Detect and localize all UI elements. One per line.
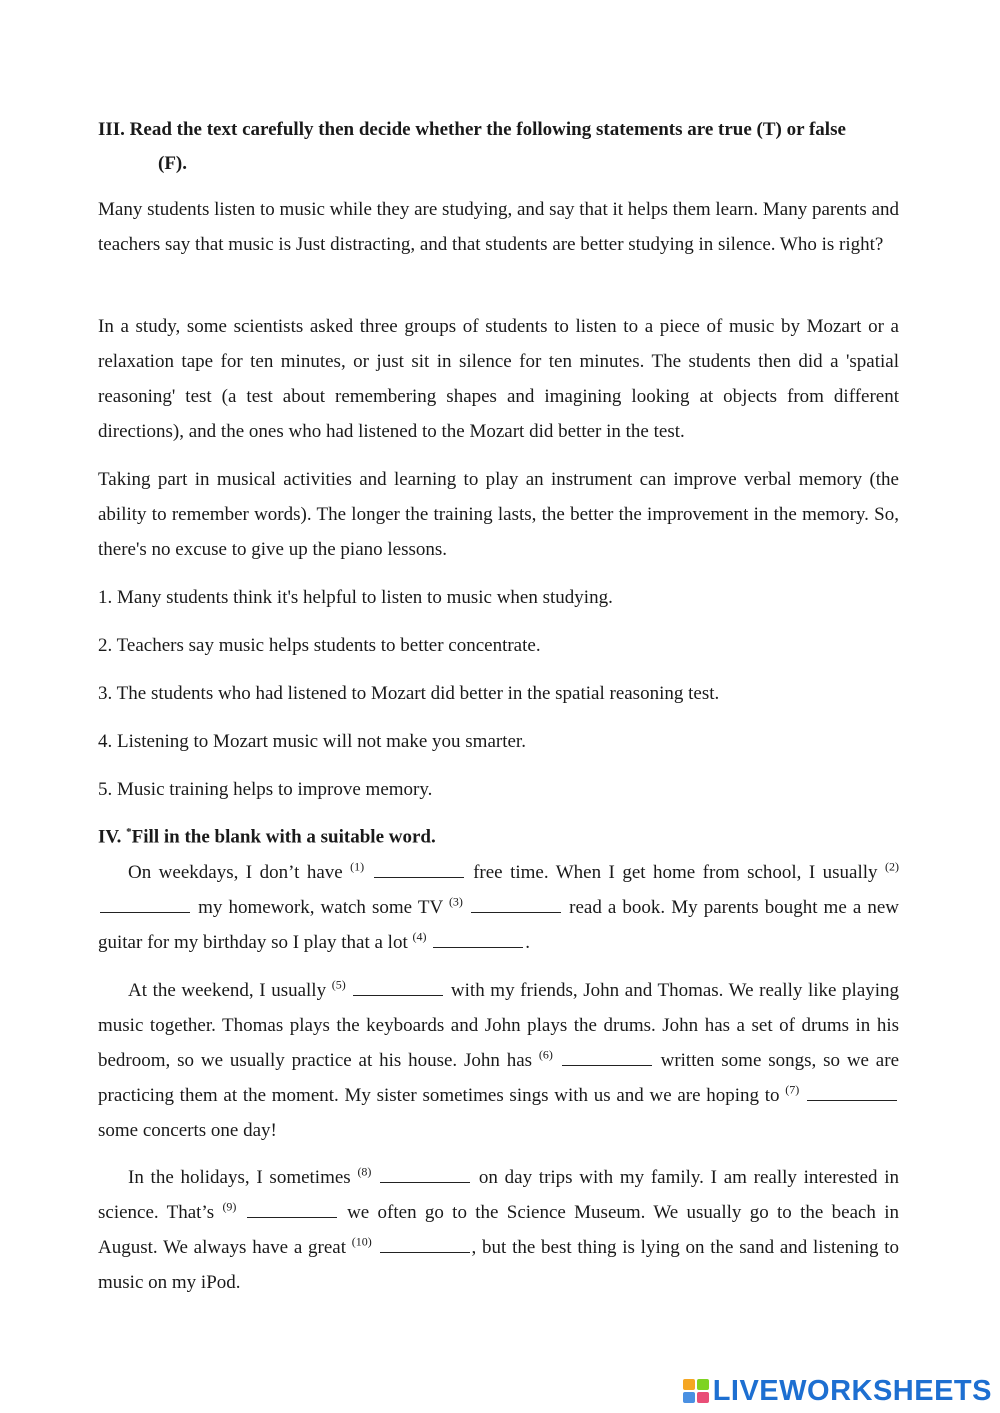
fill-paragraph-2 [98, 973, 899, 1148]
statement-4: 4. Listening to Mozart music will not make you smarter. [98, 731, 526, 752]
section-3-heading-line-2: (F). [158, 153, 188, 174]
section-4-title: Fill in the blank with a suitable word. [131, 826, 436, 848]
blank-10-input[interactable] [380, 1234, 470, 1253]
blank-number-8: (8) [357, 1164, 372, 1179]
blank-number-7: (7) [785, 1082, 800, 1097]
blank-number-2: (2) [885, 859, 900, 874]
fill-text: At the weekend, I usually [128, 980, 327, 1001]
blank-number-4: (4) [412, 929, 427, 944]
fill-text: written some songs, so we are practicing them at the moment. My sister sometimes sings with us and we are hoping to [98, 1050, 900, 1106]
blank-7-input[interactable] [807, 1082, 897, 1101]
reading-paragraph-1: Many students listen to music while they are studying, and say that it helps them learn. Many parents and teachers say that music is Just distracting, and that students are better studying in silence. Who is right? [98, 199, 900, 255]
statement-3: 3. The students who had listened to Mozart did better in the spatial reasoning test. [98, 683, 720, 704]
blank-number-10: (10) [351, 1234, 372, 1249]
fill-text: we often go to the Science Museum. We usually go to the beach in August. We always have a great [98, 1202, 900, 1258]
blank-number-3: (3) [448, 894, 463, 909]
blank-number-9: (9) [222, 1199, 237, 1214]
fill-text: read a book. My parents bought me a new guitar for my birthday so I play that a lot [98, 897, 900, 953]
fill-text: with my friends, John and Thomas. We really like playing music together. Thomas plays the keyboards and John plays the drums. John has a set of drums in his bedroom, so we usually practice at his house. John has [98, 980, 900, 1071]
statement-2: 2. Teachers say music helps students to better concentrate. [98, 635, 541, 656]
fill-text: In the holidays, I sometimes [128, 1167, 351, 1188]
section-3-heading-line-1: III. Read the text carefully then decide whether the following statements are true (T) or false [98, 119, 846, 140]
statement-1: 1. Many students think it's helpful to listen to music when studying. [98, 587, 613, 608]
fill-paragraph-1 [98, 855, 899, 960]
fill-text: my homework, watch some TV [198, 897, 443, 918]
blank-number-1: (1) [350, 859, 365, 874]
section-3-heading [98, 113, 899, 181]
blank-1-input[interactable] [374, 859, 464, 878]
blank-9-input[interactable] [247, 1199, 337, 1218]
statement-5: 5. Music training helps to improve memory. [98, 779, 433, 800]
blank-4-input[interactable] [433, 929, 523, 948]
blank-number-6: (6) [538, 1047, 553, 1062]
fill-text: some concerts one day! [98, 1120, 277, 1141]
liveworksheets-logo-icon [683, 1379, 709, 1403]
section-4-number: IV. [98, 826, 122, 848]
blank-6-input[interactable] [562, 1047, 652, 1066]
section-4-heading [98, 815, 436, 854]
fill-text: . [525, 932, 530, 953]
reading-paragraph-3: Taking part in musical activities and learning to play an instrument can improve verbal memory (the ability to remember words). The longer the training lasts, the better the improvement in the memory. So, there's no excuse to give up the piano lessons. [98, 469, 899, 560]
blank-3-input[interactable] [471, 894, 561, 913]
fill-text: , but the best thing is lying on the sand and listening to music on my iPod. [98, 1237, 900, 1293]
liveworksheets-logo[interactable] [683, 1376, 992, 1406]
fill-text: free time. When I get home from school, I usually [473, 862, 878, 883]
blank-2-input[interactable] [100, 894, 190, 913]
fill-text: on day trips with my family. I am really interested in science. That’s [98, 1167, 900, 1223]
blank-8-input[interactable] [380, 1164, 470, 1183]
blank-number-5: (5) [331, 977, 346, 992]
blank-5-input[interactable] [353, 977, 443, 996]
fill-paragraph-3 [98, 1160, 899, 1300]
logo-text: LIVEWORKSHEETS [712, 1374, 992, 1407]
section-4-star: * [126, 826, 132, 838]
reading-paragraph-2: In a study, some scientists asked three groups of students to listen to a piece of music by Mozart or a relaxation tape for ten minutes, or just sit in silence for ten minutes. The students then did a 'spatial reasoning' test (a test about remembering shapes and imagining looking at objects from different directions), and the ones who had listened to the Mozart did better in the test. [98, 316, 899, 442]
fill-text: On weekdays, I don’t have [128, 862, 343, 883]
